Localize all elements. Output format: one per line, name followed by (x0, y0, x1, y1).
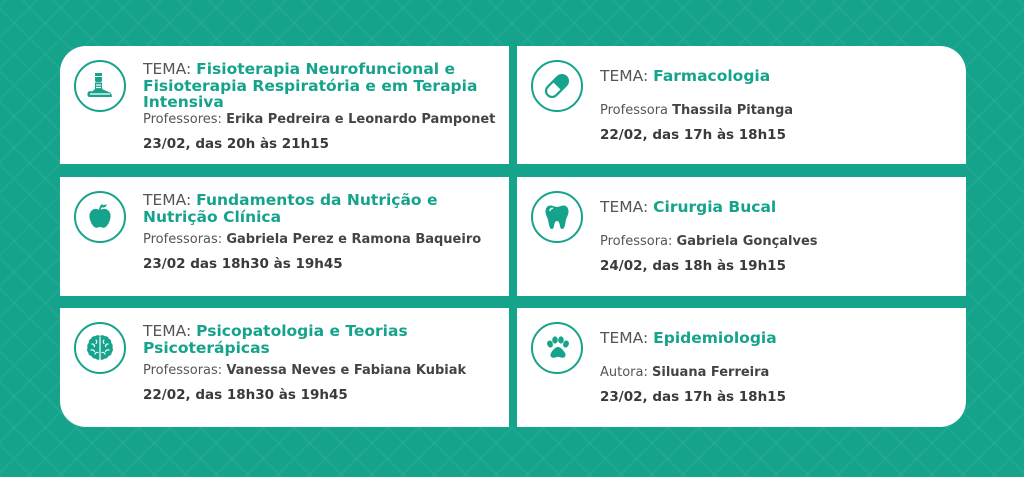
session-date: 23/02 das 18h30 às 19h45 (143, 256, 343, 272)
role-label: Professora: (600, 234, 673, 249)
role-label: Professores: (143, 111, 222, 127)
course-card-epidemiologia[interactable] (517, 308, 966, 427)
topic-name: Fundamentos da Nutrição e Nutrição Clínica (143, 191, 438, 226)
card-title (143, 323, 501, 357)
tema-label: TEMA: (600, 67, 649, 85)
instructor-names: Erika Pedreira e Leonardo Pamponet (226, 111, 496, 127)
instructor-names: Thassila Pitanga (672, 103, 794, 118)
card-content (600, 330, 958, 405)
card-title (600, 199, 958, 216)
card-content (600, 199, 958, 274)
tema-label: TEMA: (143, 60, 192, 78)
course-card-cirurgia-bucal[interactable] (517, 177, 966, 296)
course-card-nutricao[interactable] (60, 177, 509, 296)
instructors (600, 103, 958, 119)
course-card-fisioterapia[interactable] (60, 46, 509, 164)
session-date: 24/02, das 18h às 19h15 (600, 258, 786, 274)
role-label: Professoras: (143, 363, 223, 378)
topic-name: Farmacologia (653, 67, 771, 85)
role-label: Autora: (600, 365, 648, 380)
card-title (143, 192, 501, 226)
card-title (600, 68, 958, 85)
apple-icon (74, 191, 126, 243)
tema-label: TEMA: (143, 322, 192, 340)
card-content (143, 323, 501, 403)
instructors (600, 365, 958, 381)
schedule-board (60, 46, 966, 427)
card-content (600, 68, 958, 143)
instructors (143, 232, 501, 248)
role-label: Professoras: (143, 232, 223, 247)
instructor-names: Gabriela Gonçalves (676, 234, 818, 249)
card-content (143, 192, 501, 272)
card-title (600, 330, 958, 347)
tooth-icon (531, 191, 583, 243)
instructor-names: Gabriela Perez e Ramona Baqueiro (226, 232, 482, 247)
instructor-names: Vanessa Neves e Fabiana Kubiak (226, 363, 467, 378)
pill-capsule-icon (531, 60, 583, 112)
instructor-names: Siluana Ferreira (652, 365, 770, 380)
session-date: 22/02, das 17h às 18h15 (600, 127, 786, 143)
course-card-psicopatologia[interactable] (60, 308, 509, 427)
tema-label: TEMA: (600, 198, 649, 216)
paw-icon (531, 322, 583, 374)
card-content (143, 61, 501, 152)
instructors (600, 234, 958, 250)
tema-label: TEMA: (600, 329, 649, 347)
session-date: 22/02, das 18h30 às 19h45 (143, 387, 348, 403)
topic-name: Epidemiologia (653, 329, 777, 347)
role-label: Professora (600, 103, 669, 118)
topic-name: Psicopatologia e Teorias Psicoterápicas (143, 322, 408, 357)
instructors (143, 112, 501, 128)
topic-name: Cirurgia Bucal (653, 198, 777, 216)
session-date: 23/02, das 20h às 21h15 (143, 135, 329, 152)
session-date: 23/02, das 17h às 18h15 (600, 389, 786, 405)
tema-label: TEMA: (143, 191, 192, 209)
topic-name: Fisioterapia Neurofuncional e Fisioterapia Respiratória e em Terapia Intensiva (143, 60, 478, 111)
brain-icon (74, 322, 126, 374)
instructors (143, 363, 501, 379)
card-title (143, 61, 501, 111)
foot-bandage-icon (74, 60, 126, 112)
course-card-farmacologia[interactable] (517, 46, 966, 164)
